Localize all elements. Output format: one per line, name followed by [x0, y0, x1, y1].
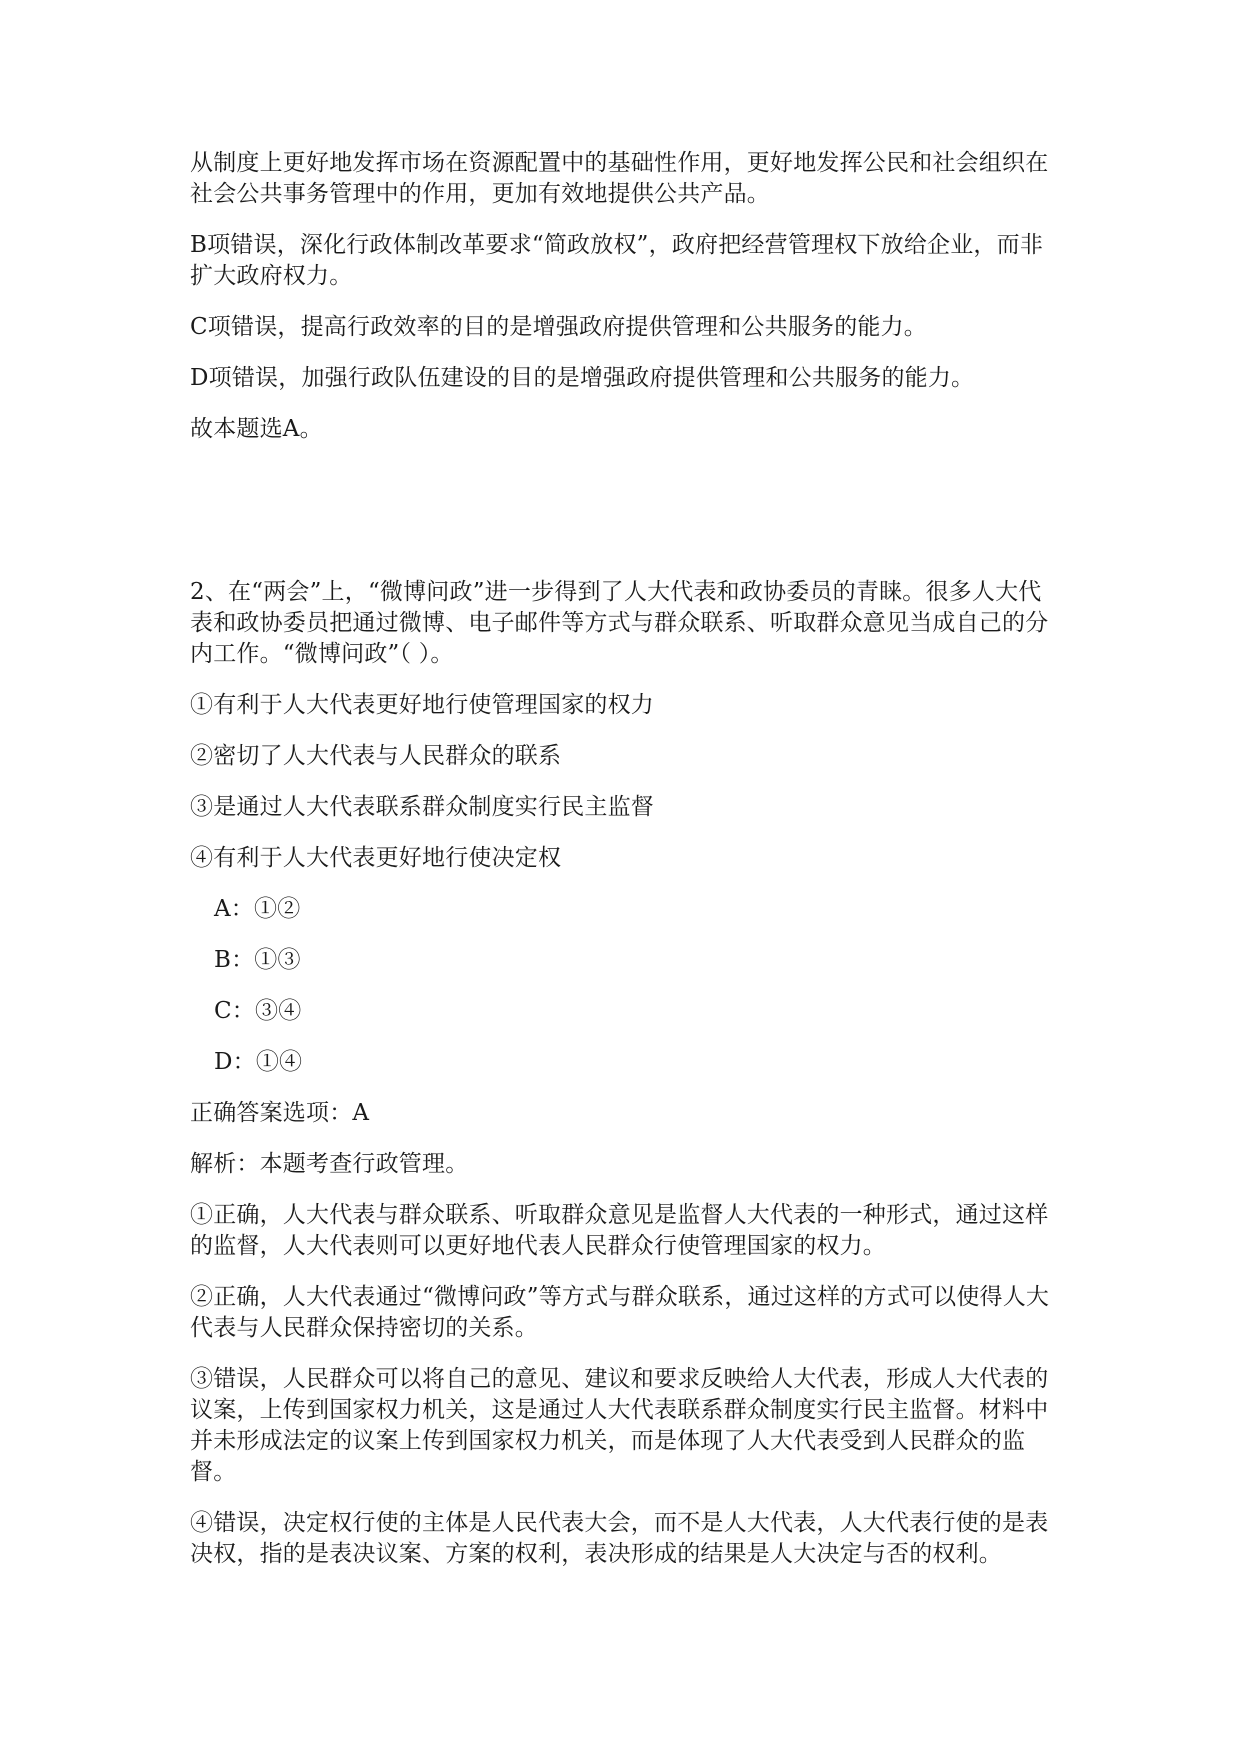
prev-explanation-c: C项错误，提高行政效率的目的是增强政府提供管理和公共服务的能力。 [190, 314, 927, 340]
correct-answer: 正确答案选项：A [190, 1100, 370, 1126]
option-b: B：①③ [214, 947, 301, 973]
prev-conclusion: 故本题选A。 [190, 416, 323, 442]
prev-explanation-b: B项错误，深化行政体制改革要求“简政放权”，政府把经营管理权下放给企业，而非扩大政府权力。 [190, 232, 1044, 289]
statement-2: ②密切了人大代表与人民群众的联系 [190, 743, 562, 769]
analysis-2: ②正确，人大代表通过“微博问政”等方式与群众联系，通过这样的方式可以使得人大代表与人民群众保持密切的关系。 [190, 1284, 1050, 1341]
section-gap [190, 465, 1055, 577]
statement-4: ④有利于人大代表更好地行使决定权 [190, 845, 562, 871]
analysis-4: ④错误，决定权行使的主体是人民代表大会，而不是人大代表，人大代表行使的是表决权，指的是表决议案、方案的权利，表决形成的结果是人大决定与否的权利。 [190, 1510, 1049, 1567]
analysis-intro: 解析：本题考查行政管理。 [190, 1151, 469, 1177]
analysis-3: ③错误，人民群众可以将自己的意见、建议和要求反映给人大代表，形成人大代表的议案，上传到国家权力机关，这是通过人大代表联系群众制度实行民主监督。材料中并未形成法定的议案上传到国家权力机关，而是体现了人大代表受到人民群众的监督。 [190, 1366, 1049, 1485]
analysis-1: ①正确，人大代表与群众联系、听取群众意见是监督人大代表的一种形式，通过这样的监督，人大代表则可以更好地代表人民群众行使管理国家的权力。 [190, 1202, 1049, 1259]
option-a: A：①② [214, 896, 301, 922]
statement-3: ③是通过人大代表联系群众制度实行民主监督 [190, 794, 654, 820]
question-stem: 2、在“两会”上，“微博问政”进一步得到了人大代表和政协委员的青睐。很多人大代表和政协委员把通过微博、电子邮件等方式与群众联系、听取群众意见当成自己的分内工作。“微博问政”（ ）。 [190, 579, 1049, 667]
prev-explanation-d: D项错误，加强行政队伍建设的目的是增强政府提供管理和公共服务的能力。 [190, 365, 975, 391]
option-c: C：③④ [214, 998, 302, 1024]
prev-explanation-continuation: 从制度上更好地发挥市场在资源配置中的基础性作用，更好地发挥公民和社会组织在社会公共事务管理中的作用，更加有效地提供公共产品。 [190, 150, 1049, 207]
document-page [190, 148, 1055, 1590]
option-d: D：①④ [214, 1049, 303, 1075]
statement-1: ①有利于人大代表更好地行使管理国家的权力 [190, 692, 654, 718]
